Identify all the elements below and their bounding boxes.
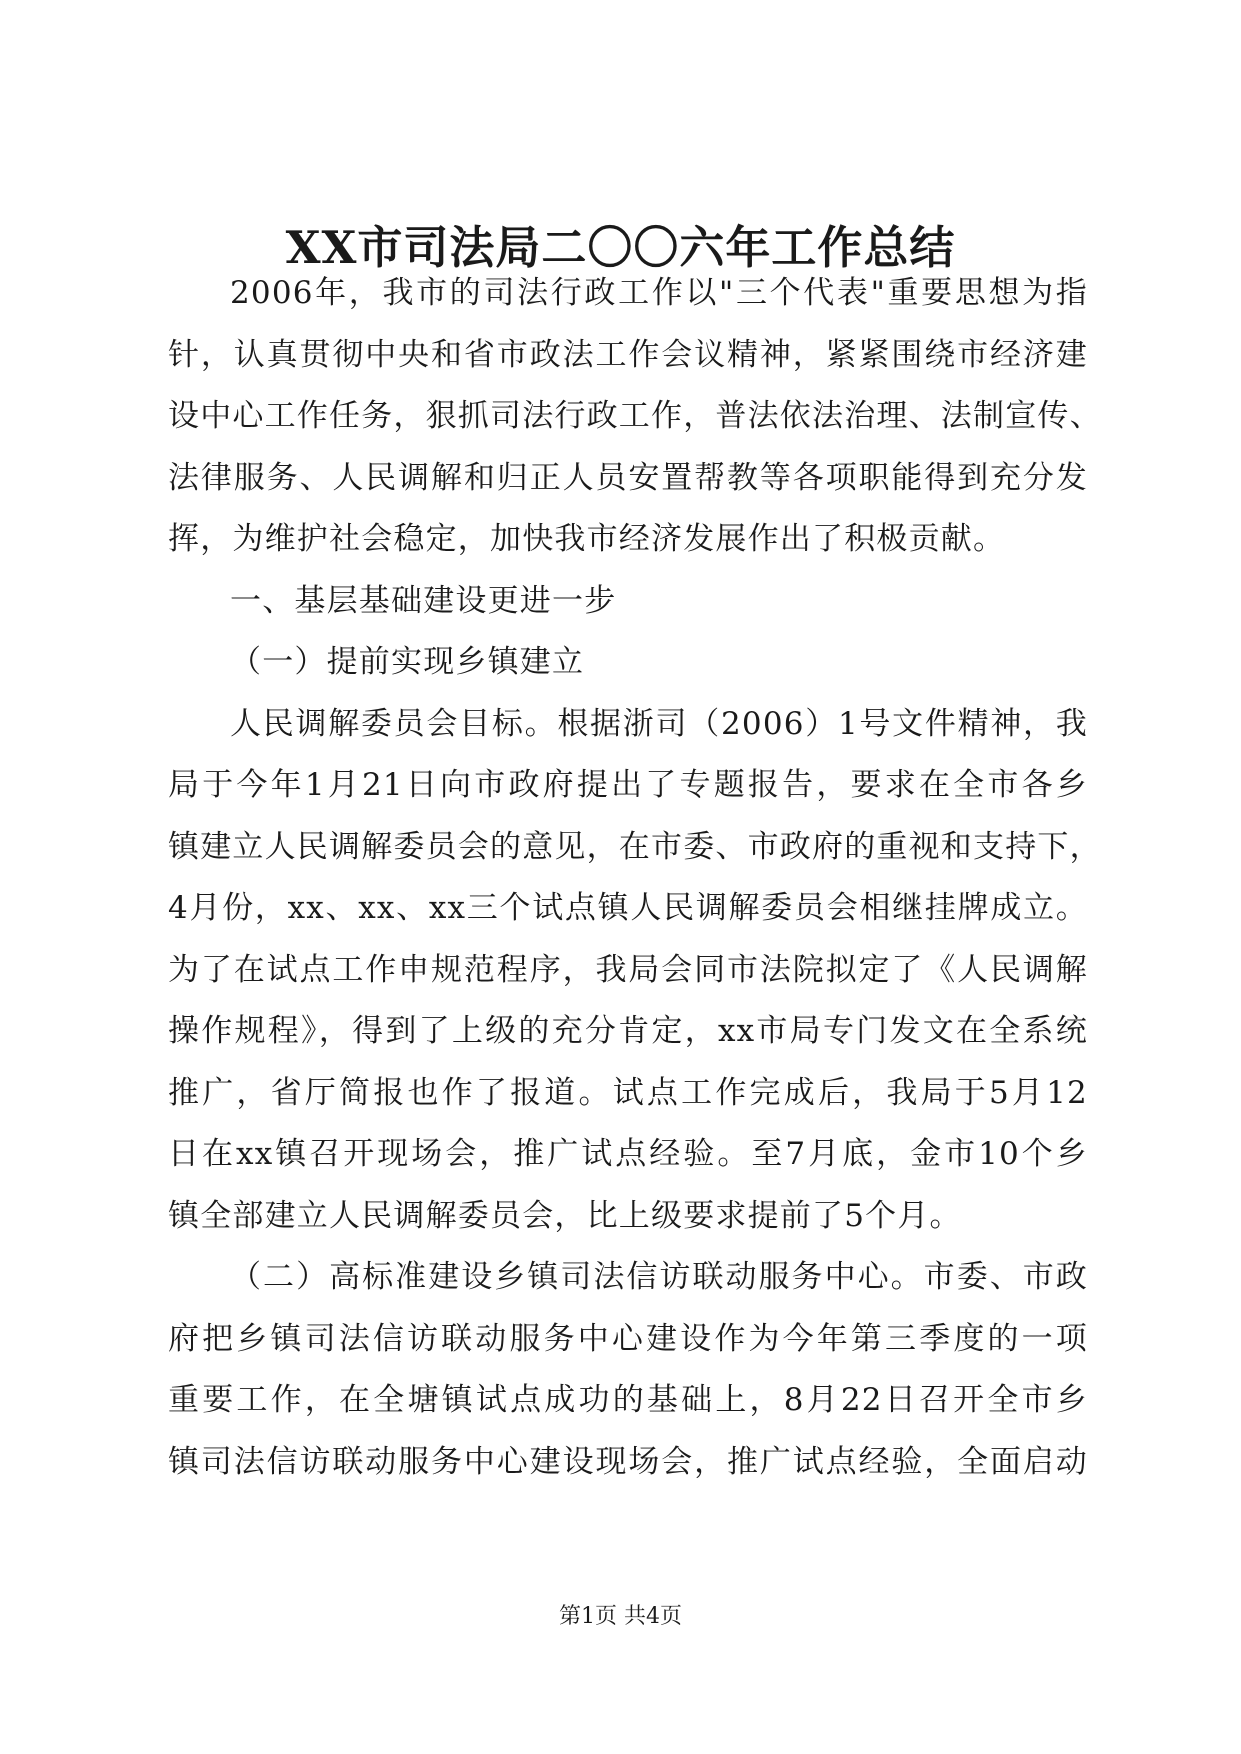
page-number: 第1页 共4页 (559, 1604, 682, 1629)
body-line: 设中心工作任务，狠抓司法行政工作，普法依法治理、法制宣传、 (168, 398, 1102, 434)
document-body (168, 263, 1102, 1493)
body-line: 重要工作，在全塘镇试点成功的基础上，8月22日召开全市乡 (168, 1382, 1088, 1418)
body-line: 4月份，xx、xx、xx三个试点镇人民调解委员会相继挂牌成立。 (168, 890, 1088, 926)
body-line: （二）高标准建设乡镇司法信访联动服务中心。市委、市政 (230, 1259, 1088, 1295)
body-line: 2006年，我市的司法行政工作以"三个代表"重要思想为指 (230, 275, 1088, 311)
document-title: XX市司法局二〇〇六年工作总结 (285, 221, 956, 274)
body-line: 镇建立人民调解委员会的意见，在市委、市政府的重视和支持下， (168, 828, 1102, 865)
subsection-heading: （一）提前实现乡镇建立 (230, 644, 585, 680)
body-line: 镇司法信访联动服务中心建设现场会，推广试点经验，全面启动 (168, 1443, 1088, 1480)
section-heading: 一、基层基础建设更进一步 (230, 582, 617, 619)
body-line: 局于今年1月21日向市政府提出了专题报告，要求在全市各乡 (168, 767, 1088, 803)
body-line: 针，认真贯彻中央和省市政法工作会议精神，紧紧围绕市经济建 (168, 336, 1088, 373)
body-line: 日在xx镇召开现场会，推广试点经验。至7月底，金市10个乡 (168, 1136, 1088, 1172)
body-line: 挥，为维护社会稳定，加快我市经济发展作出了积极贡献。 (168, 521, 1006, 557)
body-line: 镇全部建立人民调解委员会，比上级要求提前了5个月。 (168, 1197, 962, 1234)
body-line: 为了在试点工作申规范程序，我局会同市法院拟定了《人民调解 (168, 951, 1088, 988)
body-line: 操作规程》，得到了上级的充分肯定，xx市局专门发文在全系统 (168, 1013, 1088, 1049)
body-line: 府把乡镇司法信访联动服务中心建设作为今年第三季度的一项 (168, 1320, 1088, 1357)
body-line: 人民调解委员会目标。根据浙司（2006）1号文件精神，我 (230, 705, 1088, 742)
body-line: 推广，省厅简报也作了报道。试点工作完成后，我局于5月12 (168, 1074, 1088, 1111)
body-line: 法律服务、人民调解和归正人员安置帮教等各项职能得到充分发 (168, 459, 1088, 496)
